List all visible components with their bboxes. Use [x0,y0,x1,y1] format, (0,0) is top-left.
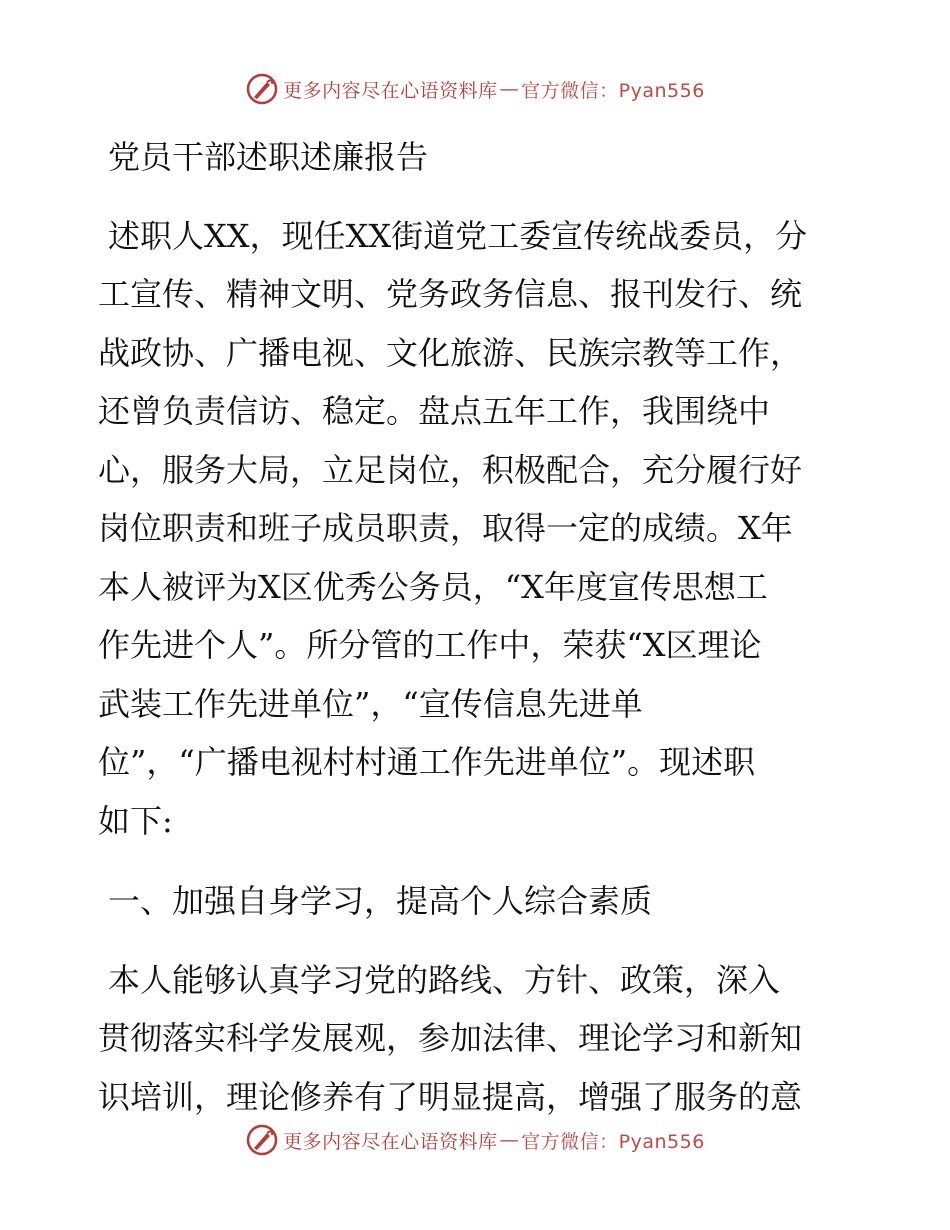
text-line: 工宣传、精神文明、党务政务信息、报刊发行、统 [98,275,803,313]
paragraph-study [98,951,858,1127]
watermark-main-text: 更多内容尽在心语资料库 [283,79,498,102]
document-body [98,120,858,1126]
header-watermark [0,72,950,106]
text-line: 武装工作先进单位”，“宣传信息先进单 [98,684,643,723]
watermark-separator: — [499,78,520,100]
text-line: 岗位职责和班子成员职责，取得一定的成绩。X年 [98,509,793,547]
text-line: 述职人XX，现任XX街道党工委宣传统战委员，分 [108,216,808,255]
text-line: 位”，“广播电视村村通工作先进单位”。现述职 [98,743,756,781]
section-heading: 一、加强自身学习，提高个人综合素质 [108,882,653,920]
watermark-main-text: 更多内容尽在心语资料库 [283,1130,498,1153]
watermark-separator: — [499,1129,520,1151]
paragraph-intro [98,207,858,851]
footer-watermark [0,1123,950,1157]
watermark-contact-text: 官方微信：Pyan556 [521,79,705,102]
text-line: 作先进个人”。所分管的工作中，荣获“X区理论 [98,626,762,664]
document-title: 党员干部述职述廉报告 [108,138,429,176]
text-line: 还曾负责信访、稳定。盘点五年工作，我围绕中 [98,392,771,430]
text-line: 本人能够认真学习党的路线、方针、政策，深入 [108,960,781,999]
text-line: 识培训，理论修养有了明显提高，增强了服务的意 [98,1077,803,1116]
text-line: 如下: [98,801,173,840]
text-line: 贯彻落实科学发展观，参加法律、理论学习和新知 [98,1019,803,1057]
quill-pen-circle-icon [245,72,279,106]
quill-pen-circle-icon [245,1123,279,1157]
text-line: 本人被评为X区优秀公务员，“X年度宣传思想工 [98,567,768,606]
text-line: 心，服务大局，立足岗位，积极配合，充分履行好 [98,450,803,489]
text-line: 战政协、广播电视、文化旅游、民族宗教等工作， [98,333,803,372]
watermark-contact-text: 官方微信：Pyan556 [521,1130,705,1153]
